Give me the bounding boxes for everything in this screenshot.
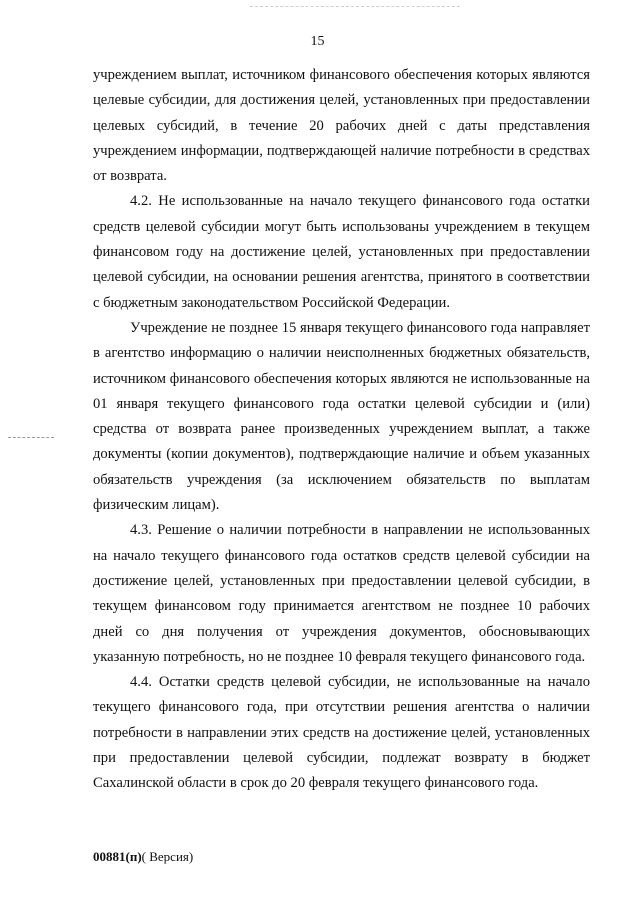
document-body (93, 63, 590, 797)
document-code: 00881(п) (93, 849, 142, 864)
page-number: 15 (310, 34, 325, 49)
paragraph-unused-balances: Учреждение не позднее 15 января текущего финансового года направляет в агентство информацию о наличии неисполненных бюджетных обязательств, источником финансового обеспечения которых являются не использованные на 01 января текущего финансового года остатки целевой субсидии и (или) средства от возврата ранее произведенных учреждением выплат, а также документы (копии документов), подтверждающие наличие и объем указанных обязательств учреждения (за исключением обязательств по выплатам физическим лицам). (93, 319, 590, 514)
document-version: ( Версия) (141, 849, 194, 864)
paragraph-continuation: учреждением выплат, источником финансового обеспечения которых являются целевые субсидии, для достижения целей, установленных при предоставлении целевых субсидий, в течение 20 рабочих дней с даты представления учреждением информации, подтверждающей наличие потребности в средствах от возврата. (93, 67, 590, 185)
document-footer (93, 848, 193, 866)
paragraph-4-2: 4.2. Не использованные на начало текущего финансового года остатки средств целевой субсидии могут быть использованы учреждением в текущем финансовом году на достижение целей, установленных при предоставлении целевой субсидии, на основании решения агентства, принятого в соответствии с бюджетным законодательством Российской Федерации. (93, 193, 590, 311)
scan-artifact-line (250, 6, 460, 8)
paragraph-4-3: 4.3. Решение о наличии потребности в направлении не использованных на начало текущего финансового года остатков средств целевой субсидии на достижение целей, установленных при предоставлении целевой субсидии, в текущем финансовом году принимается агентством не позднее 10 рабочих дней со дня получения от учреждения документов, обосновывающих указанную потребность, но не позднее 10 февраля текущего финансового года. (93, 522, 590, 665)
margin-scan-marks (8, 437, 54, 440)
paragraph-4-4: 4.4. Остатки средств целевой субсидии, не использованные на начало текущего финансового года, при отсутствии решения агентства о наличии потребности в направлении этих средств на достижение целей, установленных при предоставлении целевой субсидии, подлежат возврату в бюджет Сахалинской области в срок до 20 февраля текущего финансового года. (93, 674, 590, 792)
